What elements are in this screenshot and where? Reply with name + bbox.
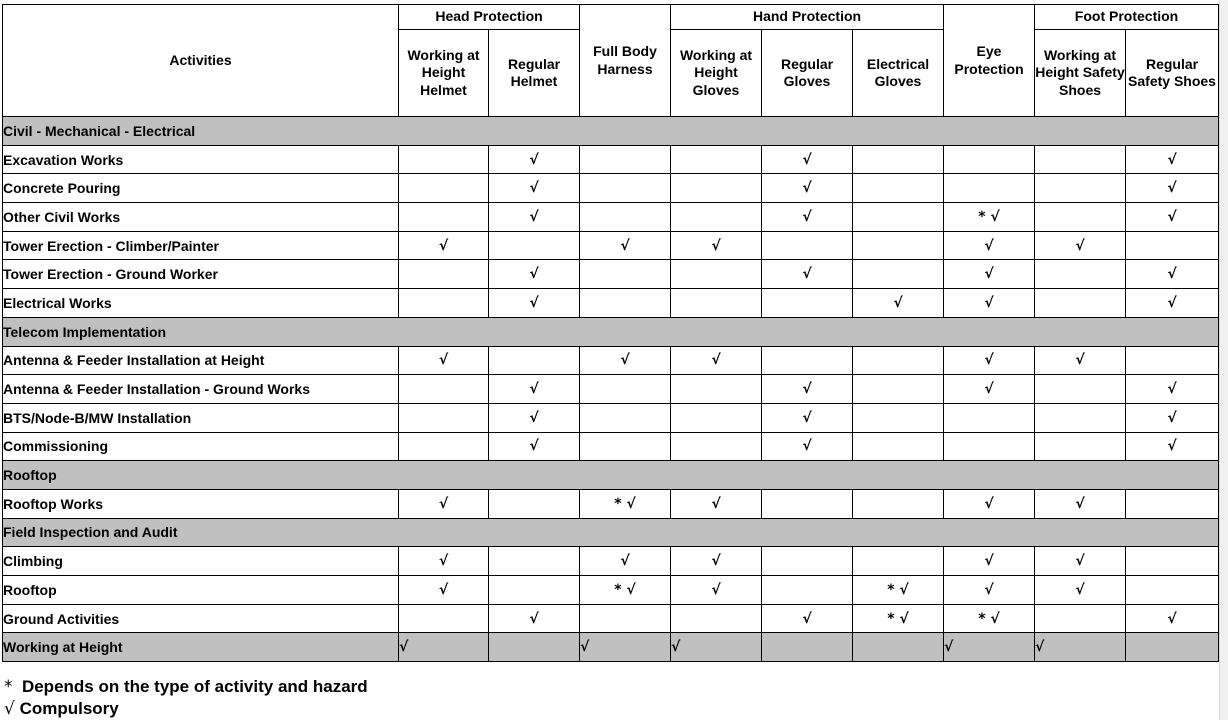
legend-check-line [4,698,368,720]
ppe-cell: √ [1126,403,1219,432]
ppe-cell [1035,145,1126,174]
activity-label: Rooftop [3,576,399,605]
col-header-3: Working at Height Gloves [671,30,762,117]
ppe-cell [853,174,944,203]
ppe-cell [399,260,489,289]
activity-label: Ground Activities [3,604,399,633]
ppe-cell [580,203,671,232]
ppe-cell [671,375,762,404]
ppe-cell [1035,403,1126,432]
ppe-cell: √ [671,547,762,576]
ppe-cell: √ [1126,432,1219,461]
table-row [3,346,1219,375]
ppe-cell: √ [671,576,762,605]
ppe-cell [1035,260,1126,289]
ppe-cell [853,489,944,518]
activity-label: BTS/Node-B/MW Installation [3,403,399,432]
ppe-cell: √ [1035,231,1126,260]
hand-protection-header: Hand Protection [671,5,944,30]
ppe-cell [399,375,489,404]
ppe-cell [1035,375,1126,404]
ppe-cell [399,403,489,432]
ppe-cell: √ [944,260,1035,289]
ppe-cell [580,604,671,633]
ppe-cell: √ [671,346,762,375]
ppe-cell: √ [399,346,489,375]
ppe-cell: √ [489,432,580,461]
ppe-cell: √ [489,375,580,404]
asterisk-symbol: * [4,677,13,697]
ppe-matrix-table [2,4,1219,662]
ppe-cell [489,633,580,662]
ppe-cell [580,260,671,289]
ppe-cell [580,403,671,432]
ppe-cell [944,403,1035,432]
ppe-cell [671,403,762,432]
ppe-cell [853,145,944,174]
ppe-cell [580,432,671,461]
activity-label: Climbing [3,547,399,576]
ppe-cell [399,174,489,203]
ppe-cell [489,346,580,375]
ppe-cell [1035,289,1126,318]
ppe-cell: √ [1035,489,1126,518]
ppe-cell [853,203,944,232]
ppe-cell: √ [489,604,580,633]
ppe-cell [853,432,944,461]
section-label: Telecom Implementation [3,317,1219,346]
ppe-cell [1126,231,1219,260]
ppe-cell: * √ [853,604,944,633]
activity-label: Tower Erection - Climber/Painter [3,231,399,260]
table-row [3,432,1219,461]
ppe-cell: √ [944,489,1035,518]
ppe-cell [762,489,853,518]
ppe-cell: √ [1035,547,1126,576]
ppe-cell: √ [671,231,762,260]
table-row [3,547,1219,576]
activity-label: Electrical Works [3,289,399,318]
ppe-cell [489,489,580,518]
activity-label: Rooftop Works [3,489,399,518]
activity-label: Working at Height [3,633,399,662]
activity-label: Excavation Works [3,145,399,174]
ppe-cell [1035,432,1126,461]
ppe-cell [853,346,944,375]
ppe-cell: √ [853,289,944,318]
ppe-cell [1035,203,1126,232]
ppe-cell: √ [944,231,1035,260]
asterisk-description: Depends on the type of activity and hazard [21,677,368,696]
ppe-cell [399,145,489,174]
section-row [3,461,1219,490]
col-header-1: Regular Helmet [489,30,580,117]
ppe-cell: √ [1035,346,1126,375]
ppe-cell [671,604,762,633]
ppe-cell [580,289,671,318]
ppe-cell [853,231,944,260]
ppe-cell [762,346,853,375]
ppe-cell [762,633,853,662]
activity-label: Commissioning [3,432,399,461]
ppe-cell: √ [1126,375,1219,404]
ppe-cell: √ [944,547,1035,576]
ppe-cell [1126,489,1219,518]
ppe-cell [399,604,489,633]
ppe-cell [489,576,580,605]
ppe-cell [853,375,944,404]
ppe-cell [1126,576,1219,605]
col-header-8: Regular Safety Shoes [1126,30,1219,117]
ppe-cell [399,289,489,318]
table-row [3,633,1219,662]
ppe-cell [762,547,853,576]
ppe-cell [1126,633,1219,662]
table-row [3,604,1219,633]
ppe-cell: √ [399,547,489,576]
ppe-cell [671,432,762,461]
ppe-cell: √ [489,289,580,318]
col-header-7: Working at Height Safety Shoes [1035,30,1126,117]
col-header-4: Regular Gloves [762,30,853,117]
table-row [3,203,1219,232]
ppe-cell: √ [671,489,762,518]
ppe-cell [671,174,762,203]
ppe-cell [671,260,762,289]
ppe-cell [489,547,580,576]
ppe-cell: √ [489,145,580,174]
ppe-cell: √ [1126,145,1219,174]
ppe-cell: √ [944,289,1035,318]
ppe-cell: √ [489,260,580,289]
ppe-cell: √ [944,576,1035,605]
ppe-cell: √ [762,174,853,203]
table-row [3,174,1219,203]
ppe-cell: √ [399,489,489,518]
ppe-cell: √ [489,174,580,203]
ppe-cell: √ [1035,633,1126,662]
table-row [3,145,1219,174]
ppe-cell: * √ [944,604,1035,633]
ppe-cell: √ [1126,203,1219,232]
table-row [3,489,1219,518]
table-row [3,403,1219,432]
ppe-cell: √ [944,346,1035,375]
ppe-cell: √ [1126,260,1219,289]
ppe-cell: √ [1035,576,1126,605]
ppe-cell [671,289,762,318]
ppe-cell: √ [944,375,1035,404]
ppe-cell: √ [762,203,853,232]
col-header-6: Eye Protection [944,5,1035,117]
ppe-cell [853,403,944,432]
col-header-5: Electrical Gloves [853,30,944,117]
ppe-cell [399,203,489,232]
section-label: Civil - Mechanical - Electrical [3,117,1219,146]
ppe-cell: √ [944,633,1035,662]
ppe-cell: √ [762,403,853,432]
ppe-cell [489,231,580,260]
ppe-cell: * √ [580,489,671,518]
legend [4,676,368,720]
ppe-cell: √ [762,145,853,174]
section-row [3,317,1219,346]
activity-label: Antenna & Feeder Installation at Height [3,346,399,375]
activity-label: Tower Erection - Ground Worker [3,260,399,289]
foot-protection-header: Foot Protection [1035,5,1219,30]
ppe-cell: √ [762,432,853,461]
ppe-cell: √ [489,203,580,232]
section-row [3,117,1219,146]
activities-header: Activities [3,5,399,117]
activity-label: Antenna & Feeder Installation - Ground Works [3,375,399,404]
ppe-cell [944,174,1035,203]
table-row [3,260,1219,289]
ppe-cell: √ [1126,174,1219,203]
section-label: Field Inspection and Audit [3,518,1219,547]
ppe-cell: √ [1126,604,1219,633]
table-row [3,231,1219,260]
ppe-cell: √ [1126,289,1219,318]
ppe-cell [944,432,1035,461]
ppe-cell [1126,346,1219,375]
col-header-2: Full Body Harness [580,5,671,117]
ppe-cell: √ [671,633,762,662]
ppe-cell: √ [399,633,489,662]
check-description: Compulsory [19,699,119,718]
ppe-cell [580,174,671,203]
ppe-cell [1035,174,1126,203]
ppe-cell [1126,547,1219,576]
ppe-cell: √ [580,633,671,662]
ppe-cell [671,203,762,232]
ppe-cell: √ [580,547,671,576]
ppe-cell [944,145,1035,174]
ppe-cell [762,231,853,260]
ppe-cell: * √ [580,576,671,605]
activity-label: Concrete Pouring [3,174,399,203]
ppe-cell: √ [580,346,671,375]
ppe-cell: √ [762,604,853,633]
ppe-cell [853,633,944,662]
ppe-cell [853,547,944,576]
section-row [3,518,1219,547]
ppe-cell [762,289,853,318]
ppe-cell: √ [580,231,671,260]
ppe-cell: √ [762,375,853,404]
ppe-cell [853,260,944,289]
ppe-cell: * √ [944,203,1035,232]
col-header-0: Working at Height Helmet [399,30,489,117]
ppe-table-body [3,117,1219,662]
ppe-cell: √ [399,231,489,260]
ppe-cell [399,432,489,461]
vertical-scrollbar[interactable] [1219,0,1228,720]
ppe-cell [1035,604,1126,633]
ppe-cell: * √ [853,576,944,605]
ppe-cell [580,145,671,174]
ppe-cell [762,576,853,605]
activity-label: Other Civil Works [3,203,399,232]
head-protection-header: Head Protection [399,5,580,30]
ppe-cell: √ [762,260,853,289]
section-label: Rooftop [3,461,1219,490]
table-row [3,576,1219,605]
check-icon: √ [4,699,15,719]
table-row [3,289,1219,318]
table-row [3,375,1219,404]
legend-asterisk-line [4,676,368,698]
ppe-cell [580,375,671,404]
ppe-cell: √ [399,576,489,605]
ppe-cell [671,145,762,174]
ppe-cell: √ [489,403,580,432]
